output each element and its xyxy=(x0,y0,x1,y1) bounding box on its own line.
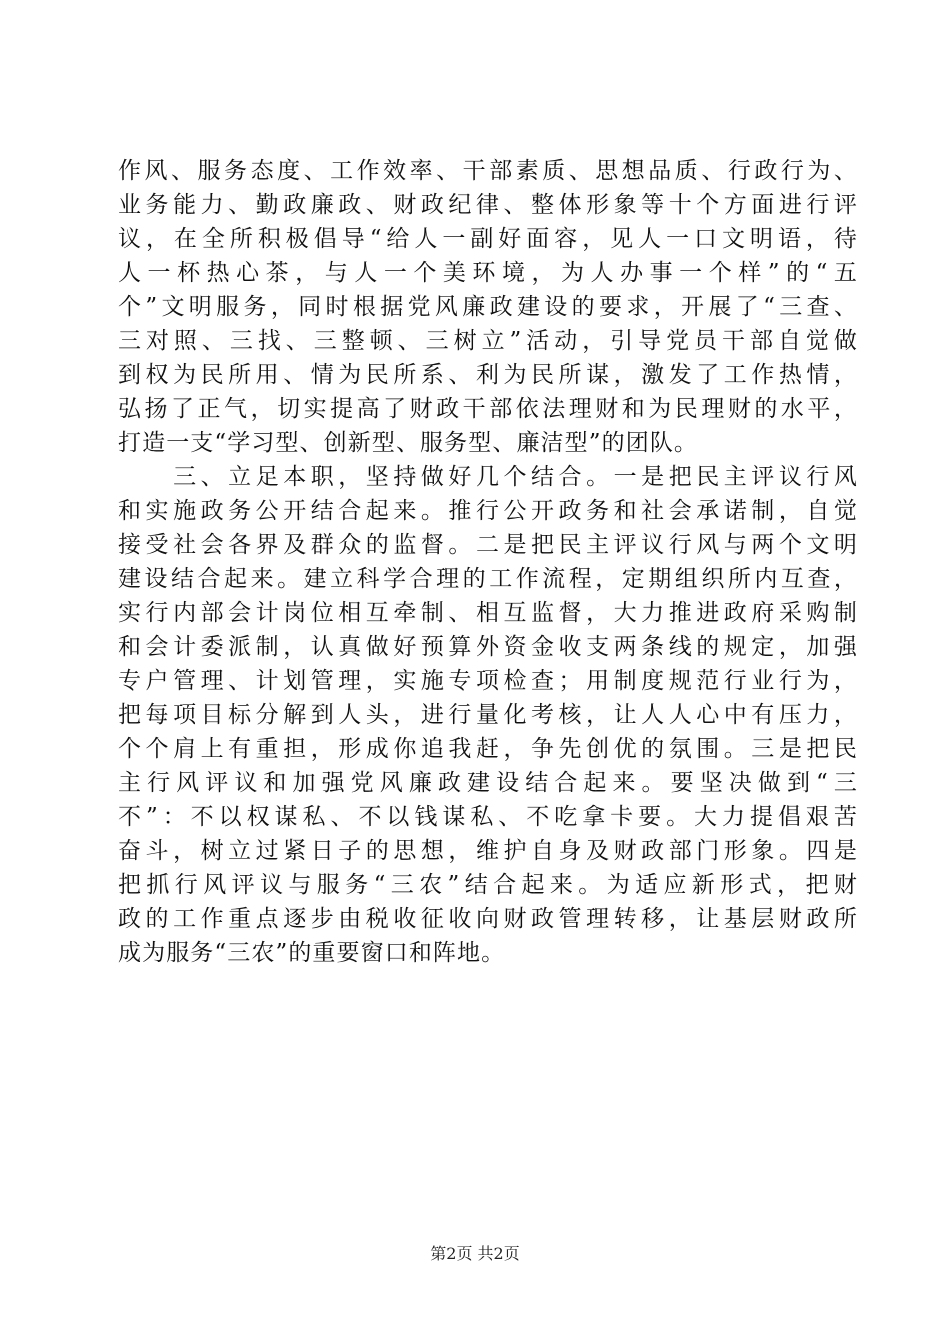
text-line: 议，在全所积极倡导“给人一副好面容，见人一口文明语，待 xyxy=(118,226,858,252)
text-line: 主行风评议和加强党风廉政建设结合起来。要坚决做到“三 xyxy=(118,770,858,796)
text-line: 和会计委派制，认真做好预算外资金收支两条线的规定，加强 xyxy=(118,634,858,660)
text-line: 政的工作重点逐步由税收征收向财政管理转移，让基层财政所 xyxy=(118,906,858,932)
text-line: 三对照、三找、三整顿、三树立”活动，引导党员干部自觉做 xyxy=(118,328,858,354)
paragraph-end-line: 成为服务“三农”的重要窗口和阵地。 xyxy=(118,940,506,966)
text-line: 把抓行风评议与服务“三农”结合起来。为适应新形式，把财 xyxy=(118,872,858,898)
text-line: 到权为民所用、情为民所系、利为民所谋，激发了工作热情， xyxy=(118,362,858,388)
page-number-footer: 第2页 共2页 xyxy=(430,1244,520,1263)
text-line: 弘扬了正气，切实提高了财政干部依法理财和为民理财的水平， xyxy=(118,396,858,422)
text-line: 接受社会各界及群众的监督。二是把民主评议行风与两个文明 xyxy=(118,532,858,558)
section-start-line: 三、立足本职，坚持做好几个结合。一是把民主评议行风 xyxy=(118,464,858,490)
text-line: 不”：不以权谋私、不以钱谋私、不吃拿卡要。大力提倡艰苦 xyxy=(118,804,858,830)
text-line: 业务能力、勤政廉政、财政纪律、整体形象等十个方面进行评 xyxy=(118,192,858,218)
text-line: 人一杯热心茶，与人一个美环境，为人办事一个样”的“五 xyxy=(118,260,858,286)
text-line: 和实施政务公开结合起来。推行公开政务和社会承诺制，自觉 xyxy=(118,498,858,524)
text-line: 个个肩上有重担，形成你追我赶，争先创优的氛围。三是把民 xyxy=(118,736,858,762)
text-line: 专户管理、计划管理，实施专项检查；用制度规范行业行为， xyxy=(118,668,858,694)
text-line: 实行内部会计岗位相互牵制、相互监督，大力推进政府采购制 xyxy=(118,600,858,626)
text-line: 把每项目标分解到人头，进行量化考核，让人人心中有压力， xyxy=(118,702,858,728)
text-line: 建设结合起来。建立科学合理的工作流程，定期组织所内互查， xyxy=(118,566,858,592)
text-line: 奋斗，树立过紧日子的思想，维护自身及财政部门形象。四是 xyxy=(118,838,858,864)
document-body xyxy=(118,154,858,970)
text-line: 作风、服务态度、工作效率、干部素质、思想品质、行政行为、 xyxy=(118,158,858,184)
paragraph-end-line: 打造一支“学习型、创新型、服务型、廉洁型”的团队。 xyxy=(118,430,699,456)
text-line: 个”文明服务，同时根据党风廉政建设的要求，开展了“三查、 xyxy=(118,294,858,320)
